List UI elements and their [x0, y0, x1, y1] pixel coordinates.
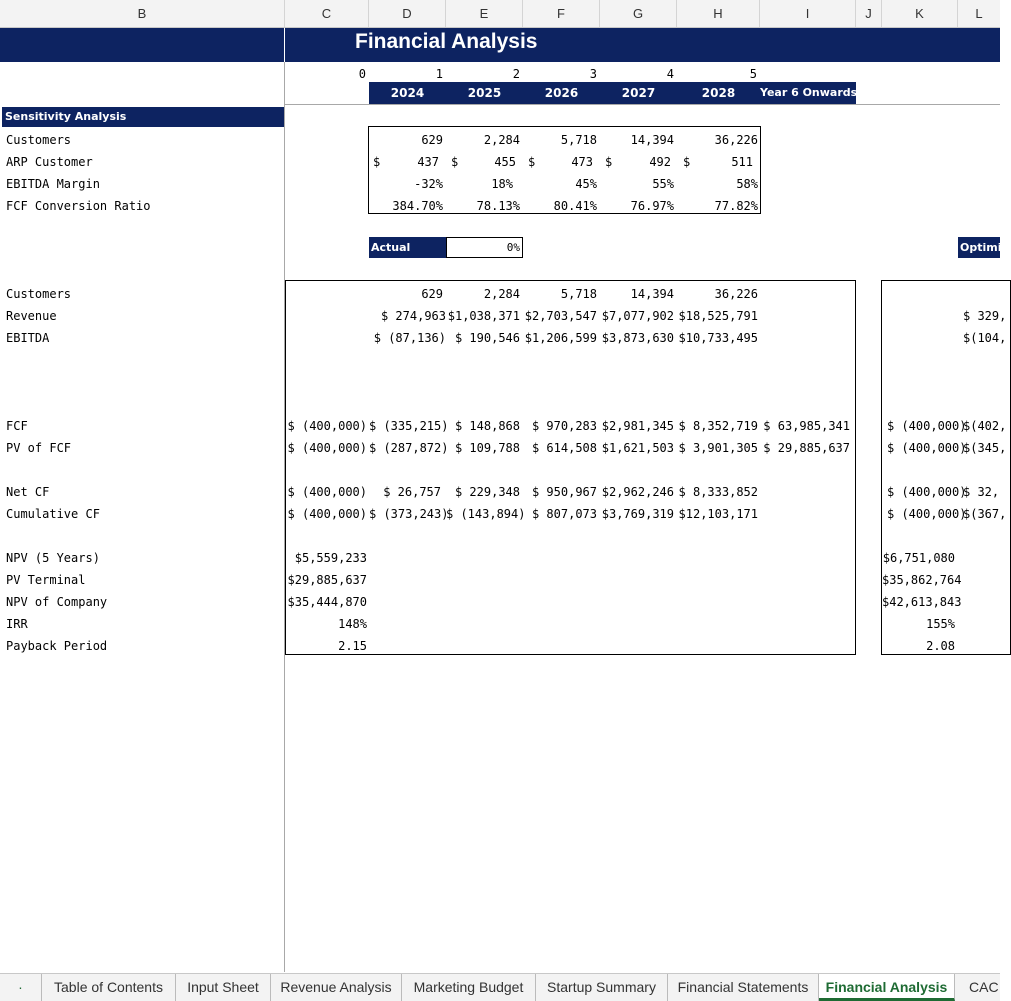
result-cell[interactable]: $ 274,963 — [380, 309, 446, 323]
result-cell[interactable]: $ (87,136) — [373, 331, 446, 345]
result-cell[interactable]: 36,226 — [714, 287, 758, 301]
sensitivity-cell[interactable]: 455 — [494, 155, 516, 169]
tab-startup-summary[interactable]: Startup Summary — [536, 974, 668, 1001]
sensitivity-cell[interactable]: 14,394 — [630, 133, 674, 147]
tab-revenue-analysis[interactable]: Revenue Analysis — [271, 974, 402, 1001]
result-cell[interactable]: $2,703,547 — [524, 309, 597, 323]
result-cell[interactable]: 5,718 — [560, 287, 597, 301]
sensitivity-cell[interactable]: 437 — [417, 155, 439, 169]
result-cell[interactable]: $ (400,000) — [287, 419, 367, 433]
column-header-f[interactable]: F — [523, 0, 600, 27]
result-cell[interactable]: $ (287,872) — [369, 441, 449, 455]
year-label: 2027 — [621, 86, 656, 100]
optimistic-irr-value[interactable]: 155% — [926, 617, 955, 631]
currency-symbol: $ — [373, 155, 381, 169]
optimistic-cell[interactable]: $ (400,000) — [887, 419, 967, 433]
row-label-revenue: Revenue — [6, 309, 57, 323]
sensitivity-cell[interactable]: 55% — [652, 177, 674, 191]
result-cell[interactable]: $ 109,788 — [454, 441, 520, 455]
scroll-tabs-icon[interactable]: · — [0, 974, 42, 1001]
result-cell[interactable]: $18,525,791 — [678, 309, 758, 323]
row-label-pv-fcf: PV of FCF — [6, 441, 72, 455]
period-number: 1 — [435, 67, 443, 81]
sensitivity-cell[interactable]: 2,284 — [483, 133, 520, 147]
years-underline — [284, 104, 1000, 105]
year-label: Year 6 Onwards — [760, 86, 858, 99]
sensitivity-cell[interactable]: 78.13% — [476, 199, 520, 213]
optimistic-pv-terminal-value[interactable]: $35,862,764 — [882, 573, 962, 587]
result-cell[interactable]: $ 3,901,305 — [678, 441, 758, 455]
row-label-pv-terminal: PV Terminal — [6, 573, 86, 587]
result-cell[interactable]: $ (400,000) — [287, 485, 367, 499]
tab-marketing-budget[interactable]: Marketing Budget — [402, 974, 536, 1001]
currency-symbol: $ — [683, 155, 691, 169]
sensitivity-cell[interactable]: 18% — [491, 177, 513, 191]
optimistic-payback-value[interactable]: 2.08 — [926, 639, 955, 653]
result-cell[interactable]: $ 8,352,719 — [678, 419, 758, 433]
result-cell[interactable]: $ 26,757 — [383, 485, 441, 499]
column-header-e[interactable]: E — [446, 0, 523, 27]
row-label-customers: Customers — [6, 287, 72, 301]
optimistic-cell[interactable]: $ 32, — [963, 485, 1000, 499]
result-cell[interactable]: $ (373,243) — [369, 507, 449, 521]
result-cell[interactable]: $ 29,885,637 — [763, 441, 850, 455]
npv5-value[interactable]: $5,559,233 — [294, 551, 367, 565]
tab-financial-statements[interactable]: Financial Statements — [668, 974, 819, 1001]
sensitivity-cell[interactable]: 36,226 — [714, 133, 758, 147]
npv-company-value[interactable]: $35,444,870 — [287, 595, 367, 609]
result-cell[interactable]: $ 807,073 — [531, 507, 597, 521]
sensitivity-cell[interactable]: 511 — [731, 155, 753, 169]
page-title: Financial Analysis — [355, 30, 538, 53]
result-cell[interactable]: $3,769,319 — [601, 507, 674, 521]
row-label-ebitda: EBITDA — [6, 331, 50, 345]
result-cell[interactable]: $ 970,283 — [531, 419, 597, 433]
period-number: 4 — [666, 67, 674, 81]
sensitivity-header: Sensitivity Analysis — [5, 110, 127, 123]
row-label-payback: Payback Period — [6, 639, 108, 653]
year-label: 2025 — [467, 86, 502, 100]
result-cell[interactable]: $1,206,599 — [524, 331, 597, 345]
sensitivity-cell[interactable]: 76.97% — [630, 199, 674, 213]
title-divider — [284, 28, 285, 62]
result-cell[interactable]: $ (143,894) — [446, 507, 526, 521]
column-header-b[interactable]: B — [0, 0, 285, 27]
result-cell[interactable]: $ 229,348 — [454, 485, 520, 499]
result-cell[interactable]: $ (335,215) — [369, 419, 449, 433]
tab-financial-analysis[interactable]: Financial Analysis — [819, 974, 955, 1001]
year-label: 2024 — [390, 86, 425, 100]
result-cell[interactable]: $ (400,000) — [287, 441, 367, 455]
column-header-i[interactable]: I — [760, 0, 856, 27]
row-label-net-cf: Net CF — [6, 485, 50, 499]
period-number: 3 — [589, 67, 597, 81]
period-number: 2 — [512, 67, 520, 81]
irr-value[interactable]: 148% — [338, 617, 367, 631]
optimistic-cell[interactable]: $(402, — [963, 419, 1007, 433]
column-header-c[interactable]: C — [285, 0, 369, 27]
payback-value[interactable]: 2.15 — [338, 639, 367, 653]
sensitivity-cell[interactable]: 80.41% — [553, 199, 597, 213]
sensitivity-cell[interactable]: 473 — [571, 155, 593, 169]
row-label-npv5: NPV (5 Years) — [6, 551, 100, 565]
scenario-label: Actual — [371, 241, 411, 254]
sensitivity-label-fcf-ratio: FCF Conversion Ratio — [6, 199, 151, 213]
result-cell[interactable]: $ 950,967 — [531, 485, 597, 499]
column-header-d[interactable]: D — [369, 0, 446, 27]
result-cell[interactable]: $2,981,345 — [601, 419, 674, 433]
result-cell[interactable]: $ 63,985,341 — [763, 419, 850, 433]
currency-symbol: $ — [528, 155, 536, 169]
sensitivity-cell[interactable]: 384.70% — [392, 199, 443, 213]
year-label: 2026 — [544, 86, 579, 100]
optimistic-npv-company-value[interactable]: $42,613,843 — [882, 595, 962, 609]
result-cell[interactable]: $1,038,371 — [447, 309, 520, 323]
sensitivity-cell[interactable]: 492 — [649, 155, 671, 169]
sensitivity-label-arp: ARP Customer — [6, 155, 93, 169]
sensitivity-label-customers: Customers — [6, 133, 72, 147]
optimistic-cell[interactable]: $ (400,000) — [887, 441, 967, 455]
row-label-cumulative-cf: Cumulative CF — [6, 507, 100, 521]
result-cell[interactable]: $ 614,508 — [531, 441, 597, 455]
result-cell[interactable]: $ 190,546 — [454, 331, 520, 345]
sensitivity-cell[interactable]: 58% — [736, 177, 758, 191]
sensitivity-label-ebitda-margin: EBITDA Margin — [6, 177, 100, 191]
optimistic-cell[interactable]: $(104, — [963, 331, 1007, 345]
result-cell[interactable]: $ 148,868 — [454, 419, 520, 433]
result-cell[interactable]: $ 8,333,852 — [678, 485, 758, 499]
result-cell[interactable]: $10,733,495 — [678, 331, 758, 345]
sensitivity-cell[interactable]: 45% — [575, 177, 597, 191]
result-cell[interactable]: $12,103,171 — [678, 507, 758, 521]
result-cell[interactable]: $2,962,246 — [601, 485, 674, 499]
result-cell[interactable]: $3,873,630 — [601, 331, 674, 345]
pv-terminal-value[interactable]: $29,885,637 — [287, 573, 367, 587]
scenario-value[interactable]: 0% — [506, 241, 520, 254]
row-label-npv-company: NPV of Company — [6, 595, 108, 609]
column-header-l[interactable]: L — [975, 6, 983, 21]
currency-symbol: $ — [451, 155, 459, 169]
tab-input-sheet[interactable]: Input Sheet — [176, 974, 271, 1001]
row-label-fcf: FCF — [6, 419, 28, 433]
column-header-h[interactable]: H — [677, 0, 760, 27]
result-cell[interactable]: 2,284 — [483, 287, 520, 301]
column-header-row — [0, 0, 1000, 28]
sensitivity-cell[interactable]: 77.82% — [714, 199, 758, 213]
sensitivity-cell[interactable]: 5,718 — [560, 133, 597, 147]
period-number: 0 — [358, 67, 366, 81]
column-header-j[interactable]: J — [856, 0, 882, 27]
optimistic-cell[interactable]: $(367, — [963, 507, 1007, 521]
result-cell[interactable]: $7,077,902 — [601, 309, 674, 323]
column-header-g[interactable]: G — [600, 0, 677, 27]
sensitivity-cell[interactable]: 629 — [421, 133, 443, 147]
row-label-irr: IRR — [6, 617, 28, 631]
optimistic-label: Optimis — [960, 241, 1009, 254]
result-cell[interactable]: 629 — [421, 287, 443, 301]
result-cell[interactable]: $ (400,000) — [287, 507, 367, 521]
year-label: 2028 — [701, 86, 736, 100]
optimistic-cell[interactable]: $ (400,000) — [887, 507, 967, 521]
optimistic-cell[interactable]: $ 329, — [963, 309, 1007, 323]
optimistic-cell[interactable]: $(345, — [963, 441, 1007, 455]
currency-symbol: $ — [605, 155, 613, 169]
sensitivity-cell[interactable]: -32% — [414, 177, 443, 191]
optimistic-npv5-value[interactable]: $6,751,080 — [882, 551, 955, 565]
column-header-k[interactable]: K — [882, 0, 958, 27]
optimistic-cell[interactable]: $ (400,000) — [887, 485, 967, 499]
tab-cac[interactable]: CAC — [969, 979, 999, 995]
tab-table-of-contents[interactable]: Table of Contents — [42, 974, 176, 1001]
result-cell[interactable]: 14,394 — [630, 287, 674, 301]
result-cell[interactable]: $1,621,503 — [601, 441, 674, 455]
sheet-tab-bar — [0, 973, 1000, 1001]
period-number: 5 — [749, 67, 757, 81]
